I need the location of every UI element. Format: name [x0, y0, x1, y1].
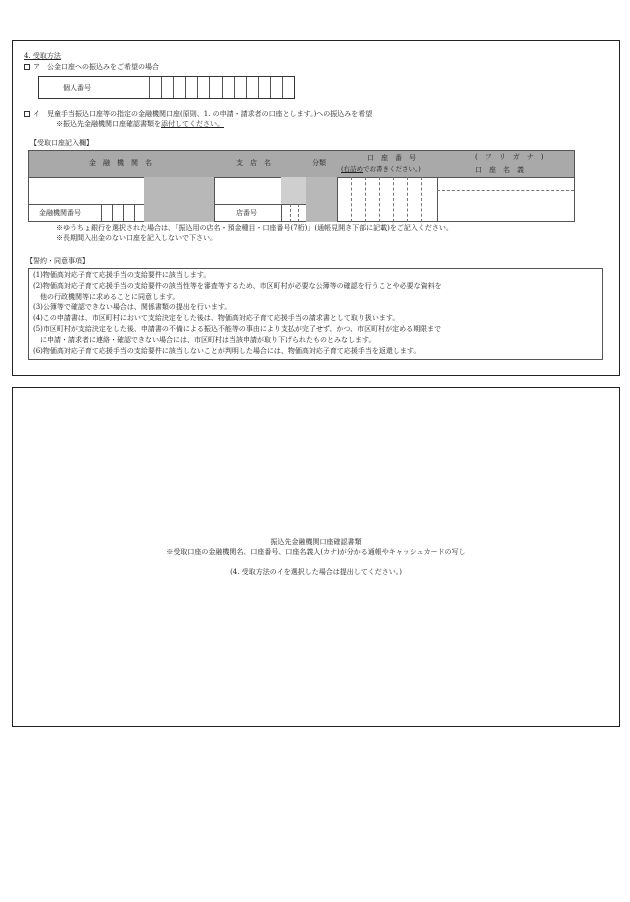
option-a-label: ア 公金口座への振込みをご希望の場合: [33, 63, 159, 71]
individual-number-digit-cell[interactable]: [173, 77, 185, 98]
col-account-holder: 口 座 名 義: [437, 164, 574, 178]
col-bank-name: 金 融 機 関 名: [29, 151, 215, 178]
consent-item: (3)公簿等で確認できない場合は、関係書類の提出を行います。: [33, 303, 232, 312]
furigana-input[interactable]: [437, 177, 574, 191]
individual-number-box: [38, 76, 295, 99]
bank-code-row: [29, 204, 144, 222]
consent-box: [28, 268, 603, 360]
account-section-label: 【受取口座記入欄】: [30, 139, 93, 147]
individual-number-label: 個人番号: [63, 84, 91, 92]
individual-number-digit-cell[interactable]: [209, 77, 221, 98]
account-number-cells[interactable]: [337, 177, 438, 222]
col-branch-name: 支 店 名: [214, 151, 307, 178]
attachment-condition: (4. 受取方法のイを選択した場合は提出してください。): [230, 568, 402, 576]
branch-name-input[interactable]: [214, 177, 282, 205]
consent-item: (2)物価高対応子育て応援手当の支給要件の該当性等を審査等するため、市区町村が必要な公簿等の確認を行うことや必要な資料を: [33, 281, 442, 290]
individual-number-digit-cell[interactable]: [185, 77, 197, 98]
option-i-label: イ 児童手当振込口座等の指定の金融機関口座(原則、1. の申請・請求者の口座とします。)への振込みを希望: [33, 110, 373, 118]
section4-title: 4. 受取方法: [24, 52, 61, 60]
bank-name-input[interactable]: [29, 177, 145, 205]
option-a-checkbox[interactable]: [24, 64, 30, 70]
option-i-checkbox[interactable]: [24, 111, 30, 117]
individual-number-digit-cell[interactable]: [149, 77, 161, 98]
option-i-row: [24, 111, 372, 118]
branch-code-row: [214, 204, 307, 222]
note-yucho: ※ゆうちょ銀行を選択された場合は、「振込用の店名・預金種目・口座番号(7桁)」(通帳見開き下部に記載)をご記入ください。: [56, 224, 453, 232]
option-i-note: ※振込先金融機関口座確認書類を添付してください。: [56, 120, 224, 128]
bank-type-shaded: [144, 177, 215, 222]
individual-number-digit-cell[interactable]: [222, 77, 234, 98]
account-holder-input[interactable]: [437, 190, 574, 222]
col-category: 分類: [306, 151, 338, 178]
branch-code-cells[interactable]: [281, 204, 307, 222]
consent-item: (1)物価高対応子育て応援手当の支給要件に該当します。: [33, 271, 211, 279]
col-account-number: 口 座 番 号 (右詰めでお書きください。): [337, 151, 438, 178]
bank-code-cells[interactable]: [101, 204, 145, 222]
consent-item: (4)この申請書は、市区町村において支給決定をした後は、物価高対応子育て応援手当の請求書として取り扱います。: [33, 314, 400, 323]
consent-item: (5)市区町村が支給決定をした後、申請書の不備による振込不能等の事由により支払が完了せず、かつ、市区町村が定める期限まで: [33, 325, 442, 333]
col-furigana: ( フ リ ガ ナ ): [437, 151, 574, 165]
individual-number-cells[interactable]: [149, 77, 294, 98]
branch-type-shaded: [281, 177, 307, 205]
individual-number-digit-cell[interactable]: [161, 77, 173, 98]
option-a-row: [24, 64, 159, 71]
branch-code-label: 店番号: [236, 209, 257, 217]
individual-number-digit-cell[interactable]: [234, 77, 246, 98]
account-table: [28, 150, 575, 222]
consent-item: に申請・請求者に連絡・確認できない場合には、市区町村は当該申請が取り下げられたものとみなします。: [33, 335, 376, 344]
category-input[interactable]: [306, 177, 338, 222]
note-dormant: ※長期間入出金のない口座を記入しないで下さい。: [56, 234, 217, 242]
individual-number-digit-cell[interactable]: [282, 77, 294, 98]
individual-number-digit-cell[interactable]: [258, 77, 270, 98]
individual-number-digit-cell[interactable]: [270, 77, 282, 98]
individual-number-digit-cell[interactable]: [197, 77, 209, 98]
consent-title: 【誓約・同意事項】: [26, 257, 89, 265]
individual-number-digit-cell[interactable]: [246, 77, 258, 98]
attachment-description: ※受取口座の金融機関名、口座番号、口座名義人(カナ)が分かる通帳やキャッシュカードの写し: [166, 548, 466, 556]
attachment-frame: [12, 387, 620, 727]
consent-item: (6)物価高対応子育て応援手当の支給要件に該当しないことが判明した場合には、物価高対応子育て応援手当を返還します。: [33, 346, 421, 355]
attachment-title: 振込先金融機関口座確認書類: [270, 538, 362, 546]
consent-item: 他の行政機関等に求めることに同意します。: [33, 292, 180, 301]
bank-code-label: 金融機関番号: [39, 209, 81, 217]
